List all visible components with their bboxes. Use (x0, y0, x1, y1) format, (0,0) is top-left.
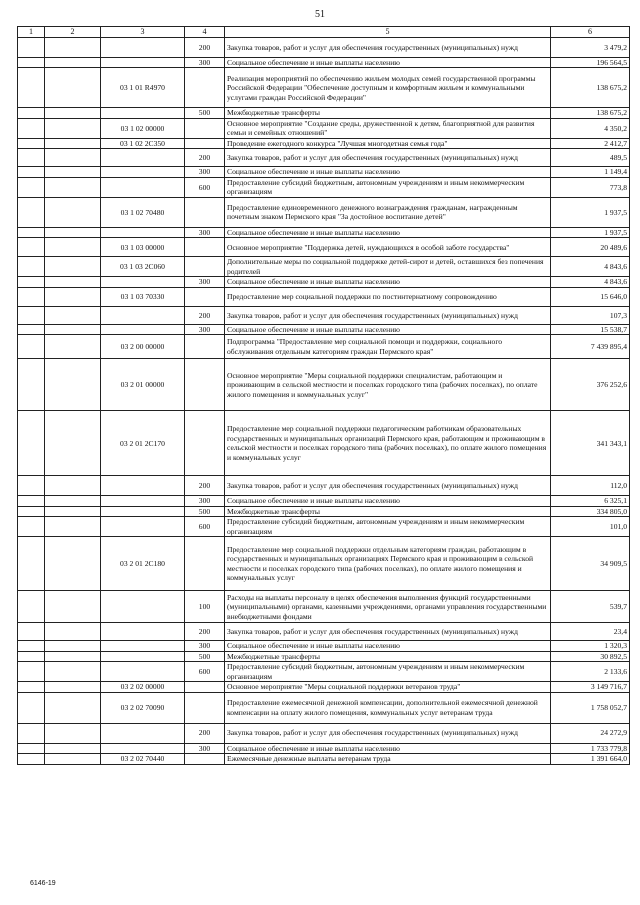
expense-type-cell: 200 (185, 476, 225, 496)
amount-cell: 4 350,2 (551, 118, 630, 138)
amount-cell: 1 937,5 (551, 227, 630, 237)
col2-cell (45, 743, 101, 753)
amount-cell: 334 805,0 (551, 506, 630, 516)
table-row (18, 496, 630, 506)
item-name-cell: Дополнительные меры по социальной поддержке детей-сирот и детей, оставшихся без попечения родителей (225, 257, 551, 277)
col2-cell (45, 591, 101, 623)
table-row (18, 149, 630, 167)
table-row (18, 754, 630, 764)
item-name-cell: Предоставление мер социальной поддержки отдельным категориям граждан, работающим в государственных и муниципальных организациях Пермского края и проживающим в сельской местности и поселках городского типа (рабочих поселках), по оплате жилого помещения и коммунальных услуг (225, 537, 551, 591)
header-cell: 2 (45, 27, 101, 38)
col1-cell (18, 496, 45, 506)
table-row (18, 118, 630, 138)
col1-cell (18, 149, 45, 167)
target-code-cell (101, 723, 185, 743)
table-row (18, 682, 630, 692)
target-code-cell: 03 1 02 00000 (101, 118, 185, 138)
col1-cell (18, 476, 45, 496)
expense-type-cell (185, 754, 225, 764)
item-name-cell: Межбюджетные трансферты (225, 108, 551, 118)
expense-type-cell: 300 (185, 641, 225, 651)
amount-cell: 4 843,6 (551, 277, 630, 287)
amount-cell: 2 133,6 (551, 662, 630, 682)
expense-type-cell: 300 (185, 58, 225, 68)
header-cell: 4 (185, 27, 225, 38)
target-code-cell (101, 651, 185, 661)
table-row (18, 257, 630, 277)
item-name-cell: Закупка товаров, работ и услуг для обеспечения государственных (муниципальных) нужд (225, 149, 551, 167)
col2-cell (45, 476, 101, 496)
col2-cell (45, 138, 101, 148)
amount-cell: 341 343,1 (551, 411, 630, 476)
col2-cell (45, 118, 101, 138)
amount-cell: 1 733 779,8 (551, 743, 630, 753)
table-row (18, 692, 630, 723)
col1-cell (18, 411, 45, 476)
col1-cell (18, 138, 45, 148)
target-code-cell (101, 743, 185, 753)
expense-type-cell: 200 (185, 38, 225, 58)
col2-cell (45, 651, 101, 661)
table-row (18, 335, 630, 359)
item-name-cell: Предоставление ежемесячной денежной компенсации, дополнительной ежемесячной денежной компенсации на оплату жилого помещения, коммунальных услуг ветеранам труда (225, 692, 551, 723)
target-code-cell (101, 496, 185, 506)
col2-cell (45, 496, 101, 506)
amount-cell: 24 272,9 (551, 723, 630, 743)
table-row (18, 38, 630, 58)
amount-cell: 34 909,5 (551, 537, 630, 591)
col1-cell (18, 167, 45, 177)
table-row (18, 723, 630, 743)
col2-cell (45, 662, 101, 682)
col1-cell (18, 287, 45, 306)
expense-type-cell: 300 (185, 227, 225, 237)
expense-type-cell: 200 (185, 149, 225, 167)
col2-cell (45, 68, 101, 108)
expense-type-cell: 600 (185, 662, 225, 682)
amount-cell: 23,4 (551, 623, 630, 641)
target-code-cell (101, 227, 185, 237)
amount-cell: 1 320,3 (551, 641, 630, 651)
target-code-cell (101, 506, 185, 516)
item-name-cell: Предоставление мер социальной поддержки по постинтернатному сопровождению (225, 287, 551, 306)
amount-cell: 30 892,5 (551, 651, 630, 661)
target-code-cell (101, 641, 185, 651)
expense-type-cell (185, 118, 225, 138)
target-code-cell: 03 2 01 2C170 (101, 411, 185, 476)
col1-cell (18, 517, 45, 537)
item-name-cell: Закупка товаров, работ и услуг для обеспечения государственных (муниципальных) нужд (225, 38, 551, 58)
target-code-cell: 03 1 02 70480 (101, 197, 185, 227)
amount-cell: 1 391 664,0 (551, 754, 630, 764)
item-name-cell: Социальное обеспечение и иные выплаты населению (225, 743, 551, 753)
item-name-cell: Межбюджетные трансферты (225, 651, 551, 661)
table-row (18, 411, 630, 476)
table-row (18, 662, 630, 682)
item-name-cell: Реализация мероприятий по обеспечению жильем молодых семей государственной программы Российской Федерации "Обеспечение доступным и комфортным жильем и коммунальными услугами граждан Российской Федерации" (225, 68, 551, 108)
col2-cell (45, 359, 101, 411)
footer-code: 6146-19 (30, 880, 56, 887)
col1-cell (18, 238, 45, 257)
item-name-cell: Социальное обеспечение и иные выплаты населению (225, 277, 551, 287)
budget-table-body (18, 27, 630, 765)
col2-cell (45, 58, 101, 68)
header-cell: 1 (18, 27, 45, 38)
col2-cell (45, 257, 101, 277)
expense-type-cell (185, 411, 225, 476)
target-code-cell (101, 324, 185, 334)
col1-cell (18, 651, 45, 661)
amount-cell: 15 646,0 (551, 287, 630, 306)
table-row (18, 537, 630, 591)
amount-cell: 20 489,6 (551, 238, 630, 257)
col1-cell (18, 277, 45, 287)
expense-type-cell: 300 (185, 743, 225, 753)
target-code-cell: 03 2 01 00000 (101, 359, 185, 411)
amount-cell: 7 439 895,4 (551, 335, 630, 359)
table-row (18, 591, 630, 623)
col2-cell (45, 506, 101, 516)
item-name-cell: Межбюджетные трансферты (225, 506, 551, 516)
target-code-cell: 03 2 02 70090 (101, 692, 185, 723)
amount-cell: 1 149,4 (551, 167, 630, 177)
table-row (18, 167, 630, 177)
amount-cell: 3 479,2 (551, 38, 630, 58)
table-row (18, 68, 630, 108)
table-row (18, 287, 630, 306)
col2-cell (45, 723, 101, 743)
target-code-cell (101, 591, 185, 623)
col2-cell (45, 623, 101, 641)
item-name-cell: Ежемесячные денежные выплаты ветеранам труда (225, 754, 551, 764)
expense-type-cell (185, 197, 225, 227)
expense-type-cell: 500 (185, 506, 225, 516)
expense-type-cell: 300 (185, 496, 225, 506)
table-row (18, 108, 630, 118)
table-row (18, 138, 630, 148)
item-name-cell: Расходы на выплаты персоналу в целях обеспечения выполнения функций государственными (муниципальными) органами, казенными учреждениями, органами управления государственными внебюджетными фондами (225, 591, 551, 623)
col1-cell (18, 506, 45, 516)
expense-type-cell: 300 (185, 277, 225, 287)
expense-type-cell (185, 359, 225, 411)
item-name-cell: Основное мероприятие "Создание среды, дружественной к детям, благоприятной для развития семьи и семейных отношений" (225, 118, 551, 138)
col1-cell (18, 118, 45, 138)
expense-type-cell (185, 68, 225, 108)
table-row (18, 58, 630, 68)
amount-cell: 2 412,7 (551, 138, 630, 148)
target-code-cell (101, 476, 185, 496)
target-code-cell (101, 662, 185, 682)
item-name-cell: Предоставление субсидий бюджетным, автономным учреждениям и иным некоммерческим организациям (225, 517, 551, 537)
table-row (18, 641, 630, 651)
table-row (18, 277, 630, 287)
target-code-cell: 03 2 00 00000 (101, 335, 185, 359)
col1-cell (18, 68, 45, 108)
col1-cell (18, 682, 45, 692)
col2-cell (45, 38, 101, 58)
table-row (18, 227, 630, 237)
amount-cell: 376 252,6 (551, 359, 630, 411)
item-name-cell: Социальное обеспечение и иные выплаты населению (225, 324, 551, 334)
header-cell: 6 (551, 27, 630, 38)
col2-cell (45, 108, 101, 118)
col1-cell (18, 359, 45, 411)
col1-cell (18, 335, 45, 359)
col1-cell (18, 662, 45, 682)
header-cell: 3 (101, 27, 185, 38)
target-code-cell: 03 1 03 00000 (101, 238, 185, 257)
col2-cell (45, 149, 101, 167)
expense-type-cell (185, 257, 225, 277)
target-code-cell (101, 58, 185, 68)
col2-cell (45, 238, 101, 257)
col1-cell (18, 537, 45, 591)
expense-type-cell: 300 (185, 167, 225, 177)
col2-cell (45, 692, 101, 723)
item-name-cell: Социальное обеспечение и иные выплаты населению (225, 167, 551, 177)
col1-cell (18, 641, 45, 651)
table-row (18, 197, 630, 227)
amount-cell: 6 325,1 (551, 496, 630, 506)
expense-type-cell (185, 238, 225, 257)
target-code-cell (101, 306, 185, 324)
col1-cell (18, 723, 45, 743)
amount-cell: 1 758 052,7 (551, 692, 630, 723)
expense-type-cell: 600 (185, 517, 225, 537)
amount-cell: 15 538,7 (551, 324, 630, 334)
target-code-cell: 03 1 01 R4970 (101, 68, 185, 108)
col2-cell (45, 324, 101, 334)
expense-type-cell: 200 (185, 623, 225, 641)
expense-type-cell: 500 (185, 108, 225, 118)
expense-type-cell (185, 682, 225, 692)
expense-type-cell: 100 (185, 591, 225, 623)
col2-cell (45, 306, 101, 324)
expense-type-cell: 300 (185, 324, 225, 334)
col1-cell (18, 227, 45, 237)
header-row (18, 27, 630, 38)
target-code-cell: 03 2 02 70440 (101, 754, 185, 764)
table-row (18, 623, 630, 641)
target-code-cell (101, 149, 185, 167)
amount-cell: 107,3 (551, 306, 630, 324)
header-cell: 5 (225, 27, 551, 38)
target-code-cell: 03 2 02 00000 (101, 682, 185, 692)
col1-cell (18, 591, 45, 623)
amount-cell: 1 937,5 (551, 197, 630, 227)
amount-cell: 138 675,2 (551, 108, 630, 118)
item-name-cell: Предоставление субсидий бюджетным, автономным учреждениям и иным некоммерческим организациям (225, 662, 551, 682)
target-code-cell (101, 108, 185, 118)
col2-cell (45, 641, 101, 651)
col1-cell (18, 257, 45, 277)
target-code-cell (101, 623, 185, 641)
budget-table (17, 26, 630, 765)
target-code-cell: 03 2 01 2C180 (101, 537, 185, 591)
expense-type-cell: 200 (185, 306, 225, 324)
item-name-cell: Предоставление единовременного денежного вознаграждения гражданам, награжденным почетным знаком Пермского края "За достойное воспитание детей" (225, 197, 551, 227)
table-row (18, 306, 630, 324)
col2-cell (45, 411, 101, 476)
target-code-cell (101, 277, 185, 287)
item-name-cell: Предоставление субсидий бюджетным, автономным учреждениям и иным некоммерческим организациям (225, 177, 551, 197)
col1-cell (18, 108, 45, 118)
col2-cell (45, 277, 101, 287)
item-name-cell: Закупка товаров, работ и услуг для обеспечения государственных (муниципальных) нужд (225, 723, 551, 743)
expense-type-cell (185, 335, 225, 359)
amount-cell: 539,7 (551, 591, 630, 623)
table-row (18, 238, 630, 257)
expense-type-cell (185, 692, 225, 723)
amount-cell: 196 564,5 (551, 58, 630, 68)
target-code-cell (101, 177, 185, 197)
target-code-cell: 03 1 02 2C350 (101, 138, 185, 148)
amount-cell: 3 149 716,7 (551, 682, 630, 692)
col1-cell (18, 754, 45, 764)
col1-cell (18, 623, 45, 641)
item-name-cell: Предоставление мер социальной поддержки педагогическим работникам образовательных государственных и муниципальных организаций Пермского края, работающим и проживающим в сельской местности и поселках городского типа (рабочих поселках), по оплате жилого помещения и коммунальных услуг (225, 411, 551, 476)
item-name-cell: Закупка товаров, работ и услуг для обеспечения государственных (муниципальных) нужд (225, 306, 551, 324)
col2-cell (45, 335, 101, 359)
col1-cell (18, 306, 45, 324)
item-name-cell: Основное мероприятие "Поддержка детей, нуждающихся в особой заботе государства" (225, 238, 551, 257)
expense-type-cell: 200 (185, 723, 225, 743)
table-row (18, 517, 630, 537)
table-row (18, 359, 630, 411)
col2-cell (45, 754, 101, 764)
table-row (18, 506, 630, 516)
col2-cell (45, 517, 101, 537)
item-name-cell: Проведение ежегодного конкурса "Лучшая многодетная семья года" (225, 138, 551, 148)
table-row (18, 324, 630, 334)
col2-cell (45, 287, 101, 306)
col2-cell (45, 682, 101, 692)
target-code-cell (101, 38, 185, 58)
col1-cell (18, 177, 45, 197)
item-name-cell: Социальное обеспечение и иные выплаты населению (225, 227, 551, 237)
amount-cell: 138 675,2 (551, 68, 630, 108)
expense-type-cell: 500 (185, 651, 225, 661)
amount-cell: 773,8 (551, 177, 630, 197)
item-name-cell: Социальное обеспечение и иные выплаты населению (225, 641, 551, 651)
page-number: 51 (315, 9, 325, 20)
col1-cell (18, 58, 45, 68)
target-code-cell: 03 1 03 2C060 (101, 257, 185, 277)
amount-cell: 112,0 (551, 476, 630, 496)
table-row (18, 476, 630, 496)
table-row (18, 651, 630, 661)
amount-cell: 489,5 (551, 149, 630, 167)
col1-cell (18, 324, 45, 334)
amount-cell: 4 843,6 (551, 257, 630, 277)
col1-cell (18, 743, 45, 753)
col2-cell (45, 227, 101, 237)
col1-cell (18, 38, 45, 58)
table-row (18, 177, 630, 197)
col1-cell (18, 692, 45, 723)
expense-type-cell: 600 (185, 177, 225, 197)
table-row (18, 743, 630, 753)
item-name-cell: Основное мероприятие "Меры социальной поддержки ветеранов труда" (225, 682, 551, 692)
target-code-cell (101, 167, 185, 177)
item-name-cell: Закупка товаров, работ и услуг для обеспечения государственных (муниципальных) нужд (225, 623, 551, 641)
col2-cell (45, 167, 101, 177)
col2-cell (45, 177, 101, 197)
item-name-cell: Основное мероприятие "Меры социальной поддержки специалистам, работающим и проживающим в сельской местности и поселках городского типа (рабочих поселках), по оплате жилого помещения и коммунальных услуг" (225, 359, 551, 411)
item-name-cell: Социальное обеспечение и иные выплаты населению (225, 58, 551, 68)
expense-type-cell (185, 138, 225, 148)
col2-cell (45, 537, 101, 591)
expense-type-cell (185, 287, 225, 306)
col1-cell (18, 197, 45, 227)
target-code-cell: 03 1 03 70330 (101, 287, 185, 306)
expense-type-cell (185, 537, 225, 591)
item-name-cell: Социальное обеспечение и иные выплаты населению (225, 496, 551, 506)
item-name-cell: Закупка товаров, работ и услуг для обеспечения государственных (муниципальных) нужд (225, 476, 551, 496)
col2-cell (45, 197, 101, 227)
amount-cell: 101,0 (551, 517, 630, 537)
target-code-cell (101, 517, 185, 537)
item-name-cell: Подпрограмма "Предоставление мер социальной помощи и поддержки, социального обслуживания отдельным категориям граждан Пермского края" (225, 335, 551, 359)
